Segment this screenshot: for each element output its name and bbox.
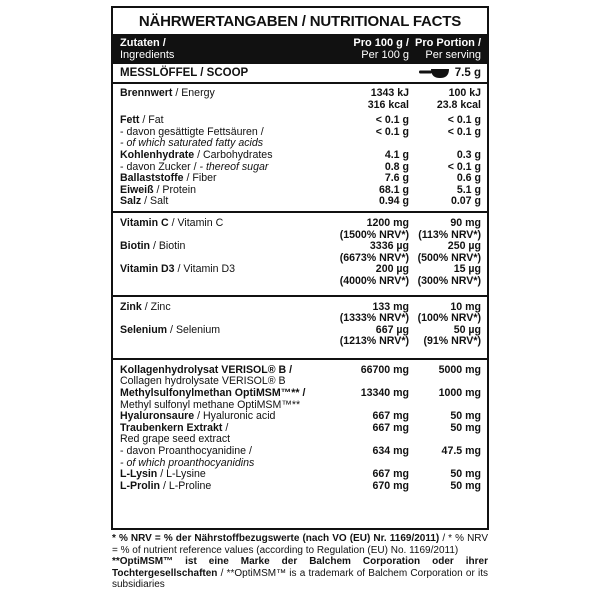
saturated-fat-de: - davon gesättigte Fettsäuren / xyxy=(120,125,264,138)
vitamin-c-row xyxy=(113,218,487,241)
proline-en: / L-Proline xyxy=(160,479,212,492)
vitamin-d3-per-100g xyxy=(331,264,409,287)
proanthocyanidins-en: - of which proanthocyanidins xyxy=(120,456,255,469)
biotin-serving-nrv: (500% NRV*) xyxy=(417,251,481,264)
proanthocyanidins-per-100g: 634 mg xyxy=(372,445,409,458)
energy-per-serving xyxy=(409,88,487,111)
nrv-footnote-en: / * % NRV = % of nutrient reference values (according to Regulation (EU) No. 1169/2011) xyxy=(112,533,489,556)
carbohydrates-per-100g: 4.1 g xyxy=(384,148,409,161)
trademark-footnote xyxy=(112,556,488,591)
scoop-amount-group xyxy=(419,67,481,79)
salt-en: / Salt xyxy=(141,195,169,208)
vitamin-d3-en: / Vitamin D3 xyxy=(174,263,236,276)
msm-row xyxy=(113,388,487,411)
protein-per-serving: 5.1 g xyxy=(456,183,481,196)
energy-en: / Energy xyxy=(172,87,215,99)
header-ingredients-en: Ingredients xyxy=(120,49,175,61)
hyaluronic-per-100g: 667 mg xyxy=(372,410,409,423)
vitamin-d3-per-serving xyxy=(409,264,487,287)
energy-per-100g xyxy=(331,88,409,111)
salt-de: Salz xyxy=(120,195,142,208)
energy-serving-kj: 100 kJ xyxy=(448,87,481,99)
grape-seed-slash: / xyxy=(222,421,229,434)
vitamin-c-serving-nrv: (113% NRV*) xyxy=(418,228,481,241)
vitamin-c-per-100g xyxy=(331,218,409,241)
sugar-en: - thereof sugar xyxy=(196,160,269,173)
lysine-per-serving: 50 mg xyxy=(450,468,481,481)
grape-seed-name xyxy=(113,423,331,446)
proline-per-serving: 50 mg xyxy=(450,479,481,492)
vitamin-c-de: Vitamin C xyxy=(120,216,169,229)
biotin-name xyxy=(113,241,331,264)
selenium-serving-value: 50 µg xyxy=(453,323,481,336)
vitamin-d3-100g-nrv: (4000% NRV*) xyxy=(339,274,409,287)
energy-serving-kcal: 23.8 kcal xyxy=(436,98,481,111)
protein-de: Eiweiß xyxy=(120,183,154,196)
scoop-amount: 7.5 g xyxy=(454,67,481,79)
energy-100g-kj: 1343 kJ xyxy=(370,87,409,99)
selenium-100g-nrv: (1213% NRV*) xyxy=(339,335,409,348)
vitamin-c-per-serving xyxy=(409,218,487,241)
selenium-100g-value: 667 µg xyxy=(375,323,409,336)
collagen-de: Kollagenhydrolysat VERISOL® B / xyxy=(120,363,293,376)
proanthocyanidins-name xyxy=(113,446,331,469)
vitamin-d3-100g-value: 200 µg xyxy=(375,263,409,276)
vitamin-c-en: / Vitamin C xyxy=(168,216,224,229)
fiber-de: Ballaststoffe xyxy=(120,172,184,185)
header-per-serving xyxy=(409,37,487,64)
zinc-en: / Zinc xyxy=(141,300,171,313)
collagen-row xyxy=(113,365,487,388)
header-per-100g-en: Per 100 g xyxy=(361,49,409,61)
vitamin-d3-serving-nrv: (300% NRV*) xyxy=(417,274,481,287)
biotin-row xyxy=(113,241,487,264)
proline-name xyxy=(113,481,331,493)
selenium-name xyxy=(113,325,331,348)
fat-per-serving: < 0.1 g xyxy=(447,114,481,127)
grape-seed-de: Traubenkern Extrakt xyxy=(120,421,223,434)
salt-name xyxy=(113,196,331,208)
protein-en: / Protein xyxy=(153,183,196,196)
actives-section xyxy=(113,360,487,496)
carbohydrates-en: / Carbohydrates xyxy=(194,148,273,161)
salt-row xyxy=(113,196,487,208)
protein-per-100g: 68.1 g xyxy=(378,183,409,196)
zinc-de: Zink xyxy=(120,300,142,313)
trademark-footnote-de: **OptiMSM™ ist eine Marke der Balchem Corporation oder ihrer Tochtergesellschaften xyxy=(112,556,488,579)
fat-de: Fett xyxy=(120,114,140,127)
biotin-de: Biotin xyxy=(120,240,151,253)
zinc-per-serving xyxy=(409,302,487,325)
energy-row xyxy=(113,88,487,111)
collagen-en: Collagen hydrolysate VERISOL® B xyxy=(120,375,286,388)
saturated-fat-per-serving: < 0.1 g xyxy=(447,125,481,138)
proline-per-100g: 670 mg xyxy=(372,479,409,492)
selenium-de: Selenium xyxy=(120,323,168,336)
energy-name xyxy=(113,88,331,111)
biotin-en: / Biotin xyxy=(150,240,186,253)
carbohydrates-de: Kohlenhydrate xyxy=(120,148,195,161)
protein-row xyxy=(113,185,487,197)
collagen-per-100g: 66700 mg xyxy=(360,363,409,376)
msm-name xyxy=(113,388,331,411)
proline-row xyxy=(113,481,487,493)
carbohydrates-per-serving: 0.3 g xyxy=(456,148,481,161)
proanthocyanidins-de: - davon Proanthocyanidine / xyxy=(120,445,252,458)
sugar-per-100g: 0.8 g xyxy=(384,160,409,173)
vitamin-c-100g-nrv: (1500% NRV*) xyxy=(339,228,409,241)
hyaluronic-en: / Hyaluronic acid xyxy=(194,410,276,423)
column-header-row xyxy=(113,35,487,64)
saturated-fat-row xyxy=(113,127,487,150)
header-per-100g-de: Pro 100 g / xyxy=(353,37,409,49)
zinc-per-100g xyxy=(331,302,409,325)
zinc-100g-value: 133 mg xyxy=(372,300,409,313)
collagen-per-serving: 5000 mg xyxy=(438,363,481,376)
saturated-fat-en: - of which saturated fatty acids xyxy=(120,137,264,150)
scoop-icon xyxy=(419,67,451,79)
hyaluronic-de: Hyaluronsaure xyxy=(120,410,195,423)
zinc-name xyxy=(113,302,331,325)
lysine-per-100g: 667 mg xyxy=(372,468,409,481)
header-per-100g xyxy=(331,37,409,64)
selenium-per-serving xyxy=(409,325,487,348)
header-per-serving-de: Pro Portion / xyxy=(415,37,481,49)
saturated-fat-name xyxy=(113,127,331,150)
vitamin-c-name xyxy=(113,218,331,241)
selenium-row xyxy=(113,325,487,348)
vitamins-section xyxy=(113,213,487,297)
fiber-per-100g: 7.6 g xyxy=(384,172,409,185)
msm-per-serving: 1000 mg xyxy=(438,387,481,400)
sugar-per-serving: < 0.1 g xyxy=(447,160,481,173)
grape-seed-per-100g: 667 mg xyxy=(372,421,409,434)
fiber-en: / Fiber xyxy=(183,172,217,185)
proanthocyanidins-row xyxy=(113,446,487,469)
grape-seed-en: Red grape seed extract xyxy=(120,433,231,446)
trademark-footnote-en: / **OptiMSM™ is a trademark of Balchem Corporation or its subsidiaries xyxy=(112,567,488,590)
vitamin-d3-row xyxy=(113,264,487,287)
footnotes xyxy=(112,533,488,591)
grape-seed-row xyxy=(113,423,487,446)
fat-per-100g: < 0.1 g xyxy=(375,114,409,127)
salt-per-serving: 0.07 g xyxy=(450,195,481,208)
zinc-row xyxy=(113,302,487,325)
header-ingredients xyxy=(113,37,331,64)
grape-seed-per-serving: 50 mg xyxy=(450,421,481,434)
hyaluronic-per-serving: 50 mg xyxy=(450,410,481,423)
vitamin-d3-serving-value: 15 µg xyxy=(453,263,481,276)
saturated-fat-per-100g: < 0.1 g xyxy=(375,125,409,138)
zinc-100g-nrv: (1333% NRV*) xyxy=(339,312,409,325)
lysine-en: / L-Lysine xyxy=(157,468,206,481)
selenium-per-100g xyxy=(331,325,409,348)
biotin-100g-nrv: (6673% NRV*) xyxy=(339,251,409,264)
collagen-name xyxy=(113,365,331,388)
fat-en: / Fat xyxy=(139,114,164,127)
proline-de: L-Prolin xyxy=(120,479,161,492)
biotin-per-serving xyxy=(409,241,487,264)
nrv-footnote-de: * % NRV = % der Nährstoffbezugswerte (nach VO (EU) Nr. 1169/2011) xyxy=(112,533,440,544)
biotin-per-100g xyxy=(331,241,409,264)
scoop-row xyxy=(113,64,487,84)
macros-section xyxy=(113,84,487,213)
msm-en: Methyl sulfonyl methane OptiMSM™** xyxy=(120,398,301,411)
biotin-serving-value: 250 µg xyxy=(447,240,481,253)
header-ingredients-de: Zutaten / xyxy=(120,37,166,49)
scoop-label: MESSLÖFFEL / SCOOP xyxy=(120,67,249,79)
proanthocyanidins-per-serving: 47.5 mg xyxy=(441,445,481,458)
header-per-serving-en: Per serving xyxy=(425,49,481,61)
nrv-footnote xyxy=(112,533,488,556)
selenium-en: / Selenium xyxy=(167,323,221,336)
zinc-serving-nrv: (100% NRV*) xyxy=(417,312,481,325)
salt-per-100g: 0.94 g xyxy=(378,195,409,208)
msm-per-100g: 13340 mg xyxy=(360,387,409,400)
msm-de: Methylsulfonylmethan OptiMSM™** / xyxy=(120,387,306,400)
vitamin-c-serving-value: 90 mg xyxy=(450,216,481,229)
vitamin-c-100g-value: 1200 mg xyxy=(366,216,409,229)
vitamin-d3-name xyxy=(113,264,331,287)
panel-title: NÄHRWERTANGABEN / NUTRITIONAL FACTS xyxy=(113,8,487,35)
sugar-de: - davon Zucker / xyxy=(120,160,197,173)
biotin-100g-value: 3336 µg xyxy=(369,240,409,253)
vitamin-d3-de: Vitamin D3 xyxy=(120,263,175,276)
nutrition-facts-panel xyxy=(111,6,489,530)
energy-100g-kcal: 316 kcal xyxy=(367,98,409,111)
selenium-serving-nrv: (91% NRV*) xyxy=(423,335,481,348)
energy-de: Brennwert xyxy=(120,87,173,99)
zinc-serving-value: 10 mg xyxy=(450,300,481,313)
minerals-section xyxy=(113,297,487,360)
lysine-de: L-Lysin xyxy=(120,468,158,481)
fiber-per-serving: 0.6 g xyxy=(456,172,481,185)
